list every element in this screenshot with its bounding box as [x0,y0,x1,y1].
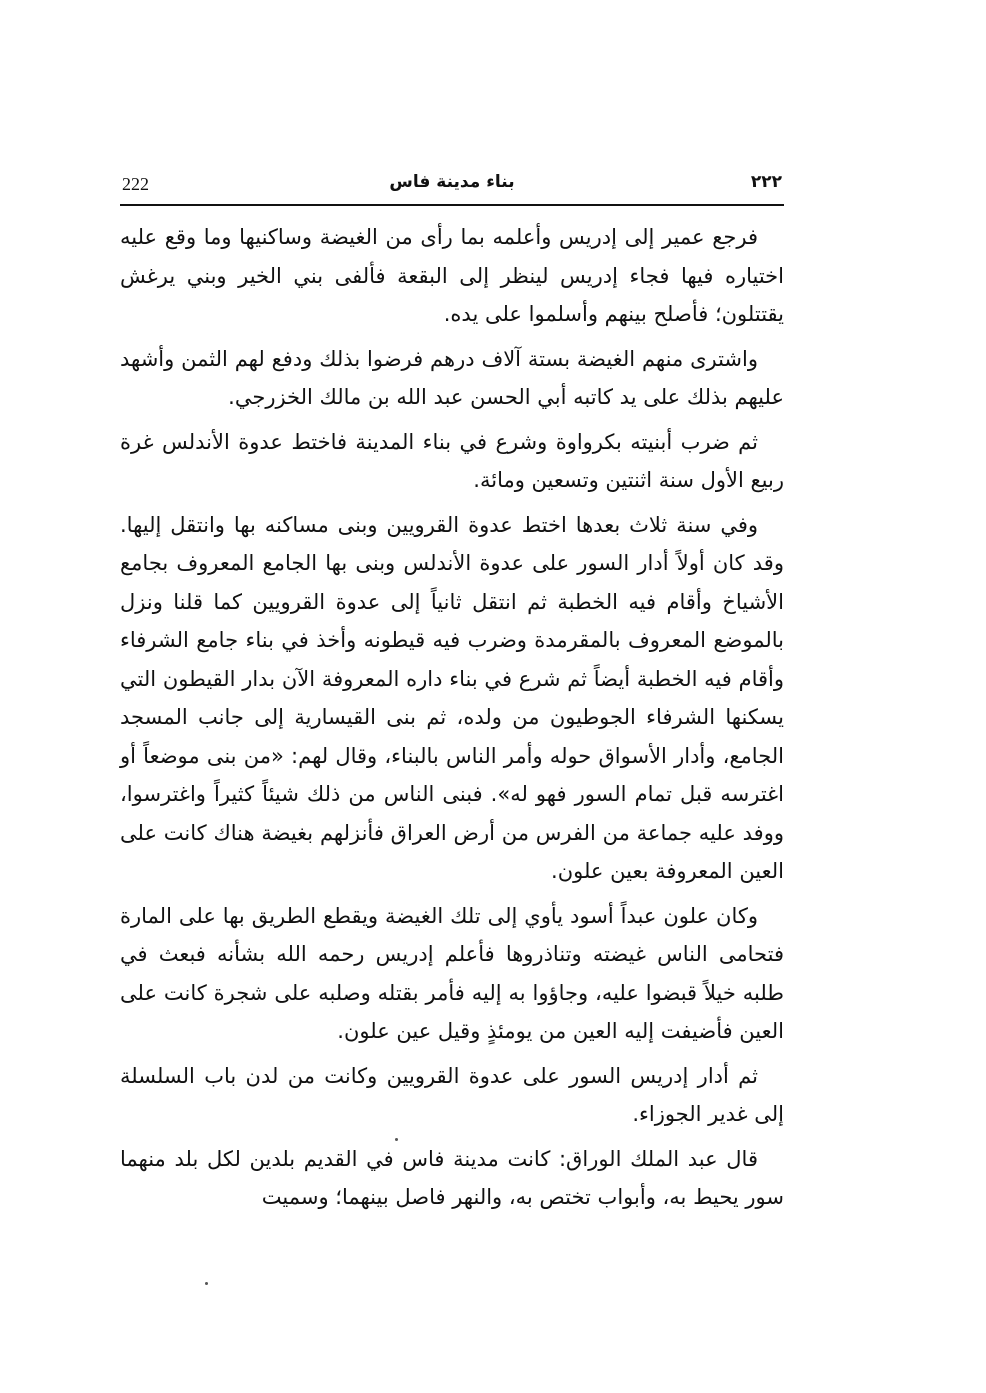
paragraph: وفي سنة ثلاث بعدها اختط عدوة القرويين وبنى مساكنه بها وانتقل إليها. وقد كان أولاً أدار السور على عدوة الأندلس وبنى بها الجامع المعروف بجامع الأشياخ وأقام فيه الخطبة ثم انتقل ثانياً إلى عدوة القرويين كما قلنا ونزل بالموضع المعروف بالمقرمدة وضرب فيه قيطونه وأخذ في بناء جامع الشرفاء وأقام فيه الخطبة أيضاً ثم شرع في بناء داره المعروفة الآن بدار القيطون التي يسكنها الشرفاء الجوطيون من ولده، ثم بنى القيسارية إلى جانب المسجد الجامع، وأدار الأسواق حوله وأمر الناس بالبناء، وقال لهم: «من بنى موضعاً أو اغترسه قبل تمام السور فهو له». فبنى الناس من ذلك شيئاً كثيراً واغترسوا، ووفد عليه جماعة من الفرس من أرض العراق فأنزلهم بغيضة هناك كانت على العين المعروفة بعين علون. [120,512,784,883]
paragraph: ثم ضرب أبنيته بكرواوة وشرع في بناء المدينة فاختط عدوة الأندلس غرة ربيع الأول سنة اثنتين وتسعين ومائة. [120,429,784,492]
scan-speck [205,1282,208,1285]
page-number-arabic: ٢٢٢ [750,172,782,192]
paragraph: قال عبد الملك الوراق: كانت مدينة فاس في القديم بلدين لكل بلد منهما سور يحيط به، وأبواب تختص به، والنهر فاصل بينهما؛ وسميت [120,1146,784,1209]
page-number-latin: 222 [122,174,149,194]
header-rule [120,204,784,206]
paragraph: وكان علون عبداً أسود يأوي إلى تلك الغيضة ويقطع الطريق بها على المارة فتحامى الناس غيضته وتناذروها فأعلم إدريس رحمه الله بشأنه فبعث في طلبه خيلاً قبضوا عليه، وجاؤوا به إليه فأمر بقتله وصلبه على شجرة كانت على العين فأضيفت إليه العين من يومئذٍ وقيل عين علون. [120,903,784,1043]
paragraph: فرجع عمير إلى إدريس وأعلمه بما رأى من الغيضة وساكنيها وما وقع عليه اختياره فيها فجاء إدريس لينظر إلى البقعة فألفى بني الخير وبني يرغش يقتتلون؛ فأصلح بينهم وأسلموا على يده. [120,225,784,326]
running-header [120,172,784,202]
paragraph: ثم أدار إدريس السور على عدوة القرويين وكانت من لدن باب السلسلة إلى غدير الجوزاء. [120,1063,784,1126]
paragraph: واشترى منهم الغيضة بستة آلاف درهم فرضوا بذلك ودفع لهم الثمن وأشهد عليهم بذلك على يد كاتبه أبي الحسن عبد الله بن مالك الخزرجي. [120,346,784,409]
body-text [120,218,784,1223]
running-title: بناء مدينة فاس [389,172,515,192]
scan-speck [395,1138,398,1141]
